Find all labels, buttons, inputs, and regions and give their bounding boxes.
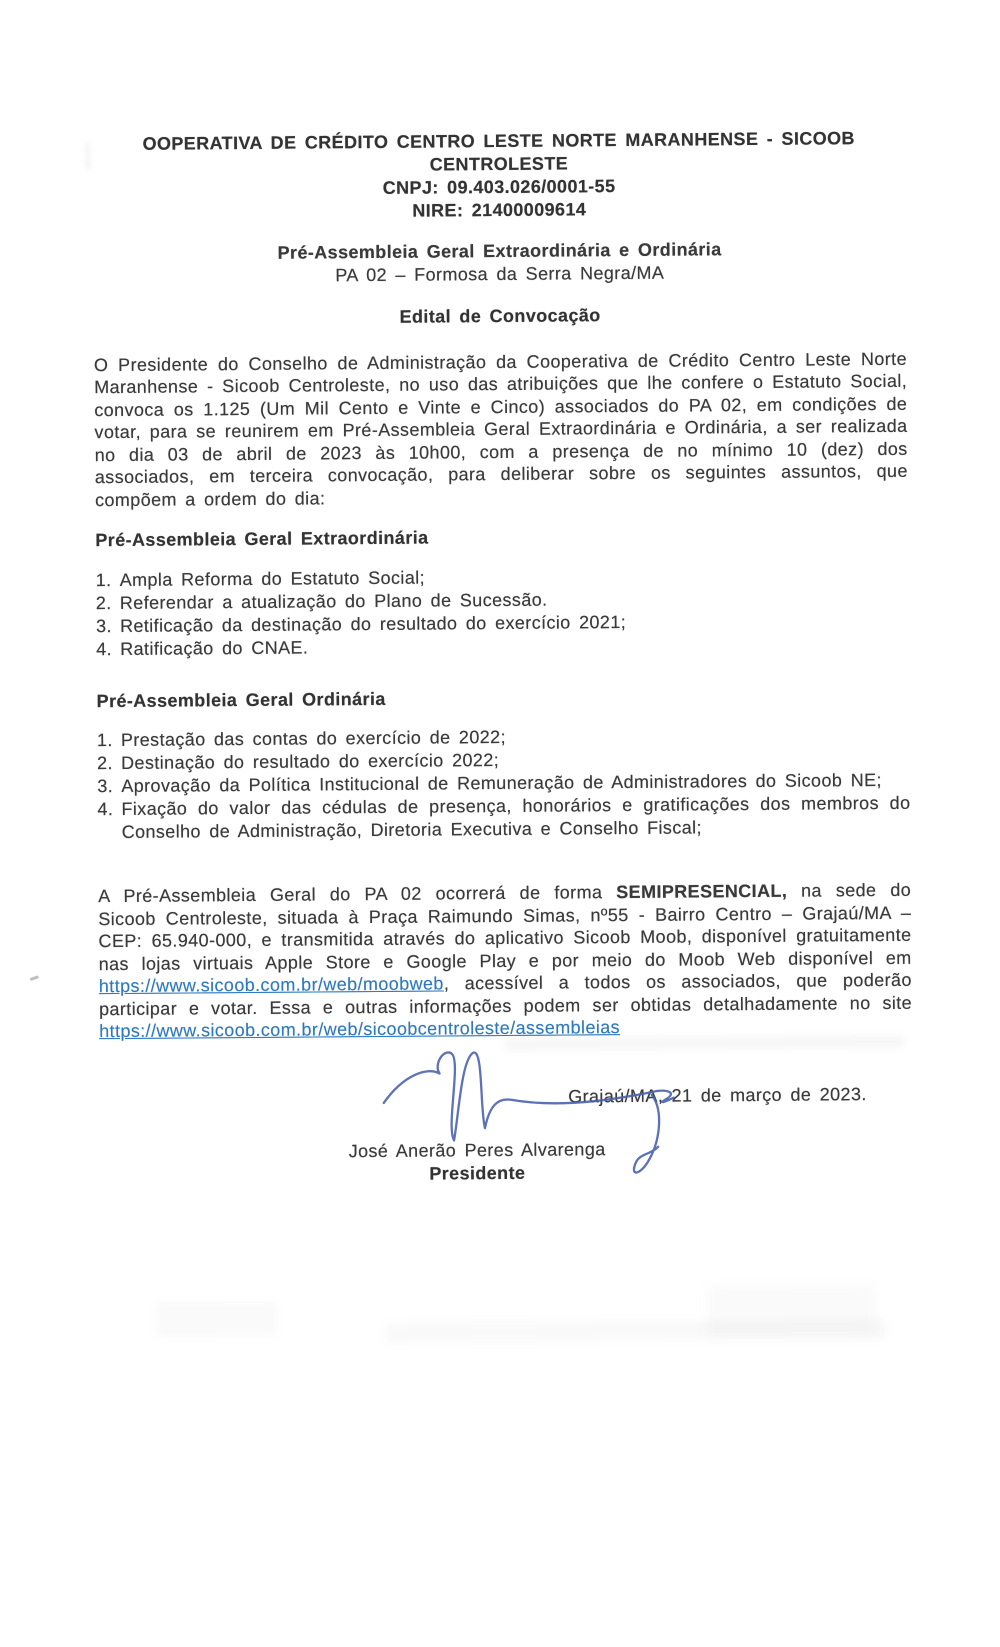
item-text: Fixação do valor das cédulas de presença, honorários e gratificações dos membros do Conselho de Administração, Diretoria Executiva e Conselho Fiscal;	[121, 792, 911, 842]
document-title: Edital de Convocação	[399, 305, 601, 327]
item-text: Ampla Reforma do Estatuto Social;	[119, 567, 426, 590]
item-number: 1.	[95, 569, 112, 590]
item-text: Prestação das contas do exercício de 2022;	[120, 726, 507, 750]
assembleias-link[interactable]: https://www.sicoob.com.br/web/sicoobcentroleste/assembleias	[99, 1017, 621, 1042]
section-heading-ordinaria: Pré-Assembleia Geral Ordinária	[96, 688, 386, 711]
nire-line: NIRE: 21400009614	[412, 199, 587, 221]
item-text: Retificação da destinação do resultado do exercício 2021;	[119, 611, 627, 636]
item-number: 3.	[95, 615, 112, 636]
scan-artifact	[387, 1319, 887, 1343]
closing-text-1: A Pré-Assembleia Geral do PA 02 ocorrerá de forma	[98, 882, 617, 907]
signatory-role: Presidente	[429, 1162, 526, 1184]
meeting-type-line: Pré-Assembleia Geral Extraordinária e Ordinária	[277, 239, 722, 263]
list-item	[97, 792, 910, 844]
item-number: 2.	[95, 592, 112, 613]
item-text: Destinação do resultado do exercício 2022;	[121, 750, 500, 773]
closing-text-2: na sede do Sicoob Centroleste, situada à Praça Raimundo Simas, nº55 - Bairro Centro – Grajaú/MA – CEP: 65.940-000, e transmitida através do aplicativo Sicoob Moob, disponível gratuitamente nas lojas virtuais Apple Store e Google Play e por meio do Moob Web disponível em	[98, 879, 912, 974]
cooperative-name-line2: CENTROLESTE	[429, 153, 569, 175]
scan-artifact	[30, 975, 39, 981]
item-text: Aprovação da Política Institucional de Remuneração de Administradores do Sicoob NE;	[121, 770, 882, 796]
item-number: 1.	[96, 730, 113, 751]
agenda-list-extraordinaria	[96, 562, 910, 660]
cooperative-name-line1: OOPERATIVA DE CRÉDITO CENTRO LESTE NORTE MARANHENSE - SICOOB	[142, 128, 855, 154]
meeting-location-line: PA 02 – Formosa da Serra Negra/MA	[335, 262, 665, 286]
item-number: 4.	[96, 638, 113, 659]
closing-text-3: , acessível a todos os associados, que poderão participar e votar. Essa e outras informações podem ser obtidas detalhadamente no site	[98, 969, 913, 1019]
date-place-line: Grajaú/MA, 21 de março de 2023.	[568, 1083, 867, 1106]
scan-artifact	[85, 143, 90, 169]
moobweb-link[interactable]: https://www.sicoob.com.br/web/moobweb	[98, 973, 444, 997]
item-text: Ratificação do CNAE.	[120, 637, 309, 659]
agenda-list-ordinaria	[97, 723, 911, 844]
scan-artifact	[706, 1285, 876, 1336]
signatory-name: José Anerão Peres Alvarenga	[348, 1139, 606, 1162]
section-heading-extraordinaria: Pré-Assembleia Geral Extraordinária	[95, 527, 429, 551]
closing-paragraph	[98, 879, 912, 1043]
meeting-subtitle	[93, 237, 906, 289]
item-text: Referendar a atualização do Plano de Sucessão.	[119, 589, 548, 613]
cnpj-line: CNPJ: 09.403.026/0001-55	[382, 176, 616, 198]
intro-paragraph: O Presidente do Conselho de Administração da Cooperativa de Crédito Centro Leste Norte Maranhense - Sicoob Centroleste, no uso das atribuições que lhe confere o Estatuto Social, convoca os 1.125 (Um Mil Cento e Vinte e Cinco) associados do PA 02, em condições de votar, para se reunirem em Pré-Assembleia Geral Extraordinária e Ordinária, a ser realizada no dia 03 de abril de 2023 às 10h00, com a presença de no mínimo 10 (dez) dos associados, em terceira convocação, para deliberar sobre os seguintes assuntos, que compõem a ordem do dia:	[93, 348, 908, 510]
item-number: 2.	[97, 753, 113, 774]
cooperative-header	[92, 127, 906, 225]
signature-block	[327, 1138, 627, 1186]
item-number: 3.	[97, 776, 114, 797]
semipresencial-emphasis: SEMIPRESENCIAL,	[616, 880, 788, 903]
item-number: 4.	[97, 799, 114, 820]
scan-artifact	[156, 1302, 276, 1337]
